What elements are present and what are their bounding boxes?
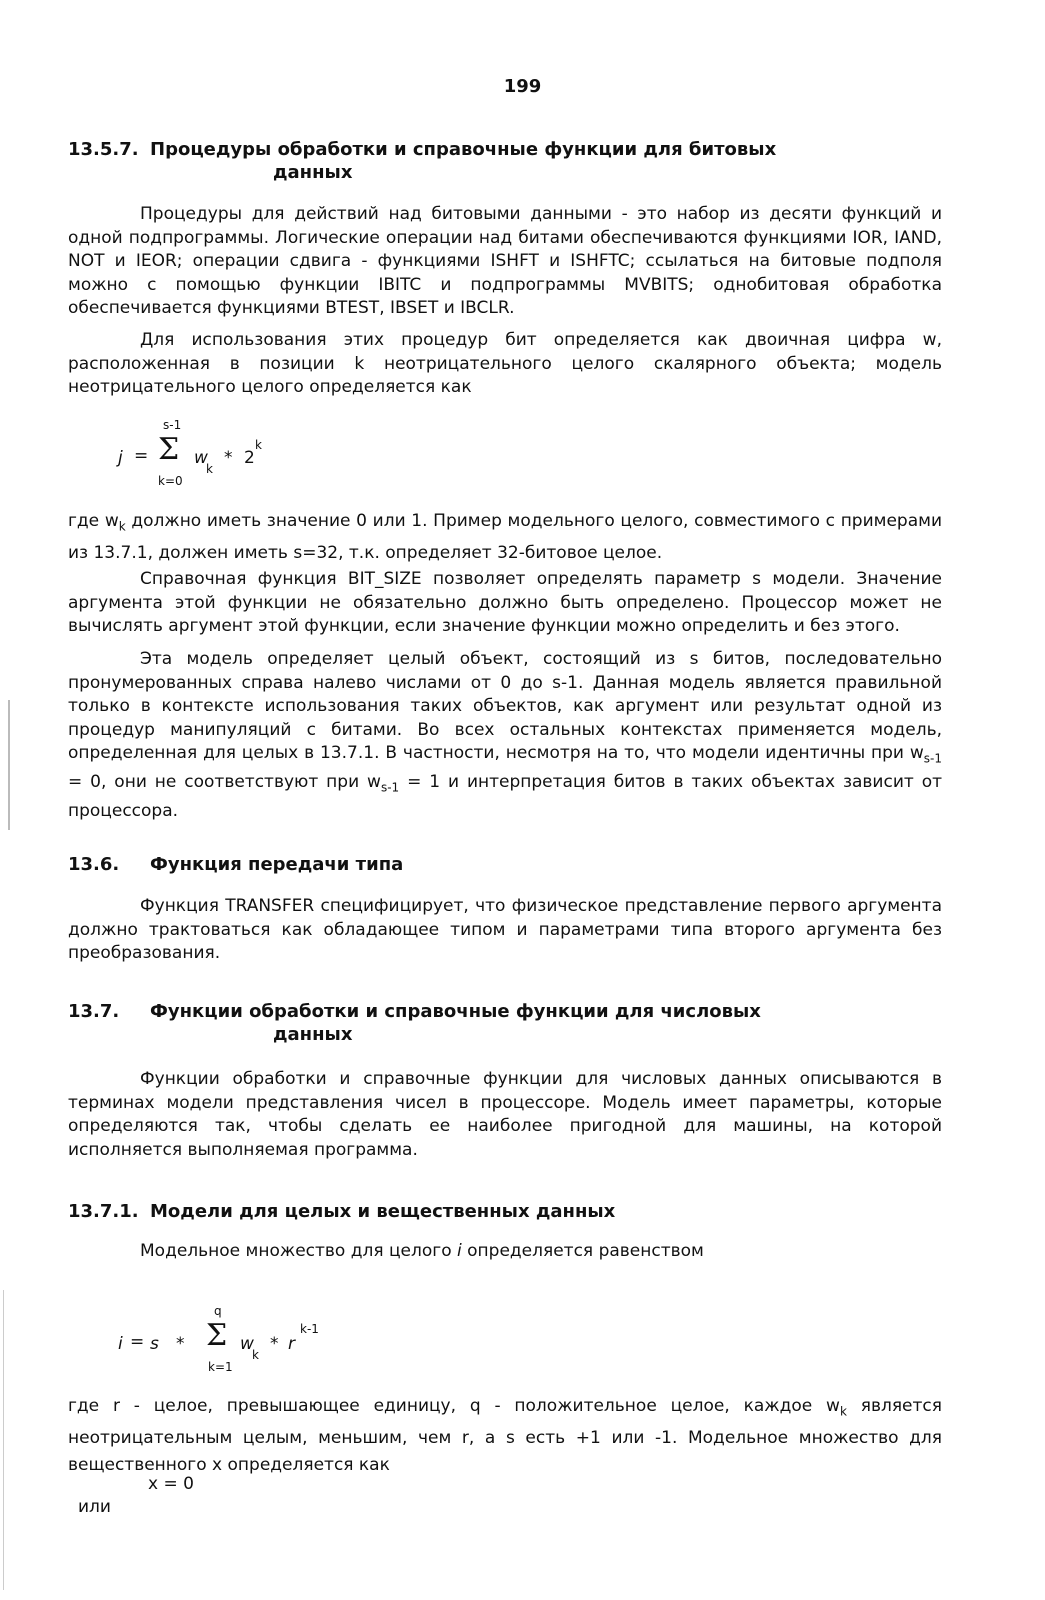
variable-i: i bbox=[457, 1241, 462, 1261]
paragraph bbox=[68, 1240, 942, 1264]
paragraph bbox=[68, 508, 942, 567]
sum-lower-limit: k=0 bbox=[158, 474, 183, 488]
text-run: = 0, они не соответствуют при w bbox=[68, 771, 381, 792]
formula-bit-model bbox=[108, 410, 288, 500]
section-heading-13-6 bbox=[68, 853, 942, 876]
text-run: где w bbox=[68, 511, 119, 531]
scan-artifact-line bbox=[3, 1290, 4, 1590]
section-heading-13-7 bbox=[68, 1000, 942, 1046]
formula-equals: = bbox=[134, 446, 149, 466]
heading-text-line2: данных bbox=[273, 1024, 353, 1045]
formula-base: 2 bbox=[244, 448, 255, 468]
subscript: s-1 bbox=[923, 751, 942, 766]
paragraph: Справочная функция BIT_SIZE позволяет определять параметр s модели. Значение аргумента этой функции не обязательно должно быть определено. Процессор может не вычислять аргумент этой функции, если значение функции можно определить и без этого. bbox=[68, 569, 942, 636]
paragraph: Для использования этих процедур бит определяется как двоичная цифра w, расположенная в позиции k неотрицательного целого скалярного объекта; модель неотрицательного целого определяется как bbox=[68, 330, 942, 397]
heading-text-line1: Функции обработки и справочные функции для числовых bbox=[150, 1001, 761, 1022]
formula-base: r bbox=[288, 1334, 295, 1354]
heading-text: Модели для целых и вещественных данных bbox=[150, 1201, 616, 1222]
formula-term: w bbox=[194, 448, 208, 468]
paragraph: Функции обработки и справочные функции для числовых данных описываются в терминах модели представления чисел в процессоре. Модель имеет параметры, которые определяются так, чтобы сделать ее наиболее пригодной для машины, на которой исполняется выполняемая программа. bbox=[68, 1069, 942, 1160]
formula-term-subscript: k bbox=[206, 462, 213, 476]
formula-term-subscript: k bbox=[252, 1348, 259, 1362]
formula-exponent: k bbox=[255, 438, 262, 452]
formula-lhs: i bbox=[118, 1334, 123, 1354]
formula-multiply: * bbox=[270, 1334, 279, 1354]
formula-multiply: * bbox=[224, 448, 233, 468]
sum-symbol: Σ bbox=[158, 432, 180, 467]
formula-multiply: * bbox=[176, 1334, 185, 1354]
formula-integer-model bbox=[118, 1296, 358, 1386]
heading-number: 13.7.1. bbox=[68, 1201, 139, 1222]
formula-sign: s bbox=[150, 1334, 159, 1354]
sum-upper-limit: s-1 bbox=[163, 418, 182, 432]
heading-number: 13.5.7. bbox=[68, 139, 139, 160]
heading-text-line2: данных bbox=[273, 162, 353, 183]
paragraph bbox=[68, 1393, 942, 1479]
formula-equals: = bbox=[130, 1332, 145, 1352]
paragraph: Процедуры для действий над битовыми данными - это набор из десяти функций и одной подпрограммы. Логические операции над битами обеспечиваются функциями IOR, IAND, NOT и IEOR; операции сдвига - функциями ISHFT и ISHFTC; ссылаться на битовые подполя можно с помощью функции IBITC и подпрограммы MVBITS; однобитовая обработка обеспечивается функциями BTEST, IBSET и IBCLR. bbox=[68, 204, 942, 318]
heading-number: 13.6. bbox=[68, 854, 120, 875]
text-run: является неотрицательным целым, меньшим, чем r, а s есть +1 или -1. Модельное множество для вещественного x определяется как bbox=[68, 1396, 942, 1476]
text-run: = 1 и интерпретация битов в таких объектах зависит от процессора. bbox=[68, 771, 943, 821]
heading-number: 13.7. bbox=[68, 1001, 120, 1022]
heading-text-line1: Процедуры обработки и справочные функции для битовых bbox=[150, 139, 777, 160]
text-run: определяется равенством bbox=[461, 1241, 704, 1261]
formula-lhs: j bbox=[118, 448, 123, 468]
section-heading-13-5-7 bbox=[68, 138, 942, 184]
subscript: k bbox=[839, 1404, 847, 1419]
sum-lower-limit: k=1 bbox=[208, 1360, 233, 1374]
or-label: или bbox=[78, 1497, 111, 1517]
text-run: должно иметь значение 0 или 1. Пример модельного целого, совместимого с примерами из 13.7.1, должен иметь s=32, т.к. определяет 32-битовое целое. bbox=[68, 511, 943, 564]
formula-exponent: k-1 bbox=[300, 1322, 319, 1336]
text-run: где r - целое, превышающее единицу, q - положительное целое, каждое w bbox=[68, 1396, 840, 1416]
paragraph bbox=[68, 648, 942, 823]
text-run: Модельное множество для целого bbox=[140, 1241, 458, 1261]
page-number: 199 bbox=[503, 76, 542, 97]
scan-artifact-line bbox=[8, 700, 10, 830]
sum-symbol: Σ bbox=[206, 1318, 228, 1353]
formula-term: w bbox=[240, 1334, 254, 1354]
sum-upper-limit: q bbox=[214, 1304, 222, 1318]
formula-x-zero: x = 0 bbox=[148, 1474, 194, 1494]
section-heading-13-7-1 bbox=[68, 1200, 942, 1223]
text-run: Эта модель определяет целый объект, состоящий из s битов, последовательно пронумерованных справа налево числами от 0 до s-1. Данная модель является правильной только в контексте использования таких объектов, как аргумент или результат одной из процедур манипуляций с битами. Во всех остальных контекстах применяется модель, определенная для целых в 13.7.1. В частности, несмотря на то, что модели идентичны при w bbox=[68, 649, 942, 763]
subscript: s-1 bbox=[380, 780, 400, 795]
subscript: k bbox=[118, 519, 126, 534]
paragraph: Функция TRANSFER специфицирует, что физическое представление первого аргумента должно трактоваться как обладающее типом и параметрами типа второго аргумента без преобразования. bbox=[68, 896, 942, 963]
heading-text: Функция передачи типа bbox=[150, 854, 404, 875]
